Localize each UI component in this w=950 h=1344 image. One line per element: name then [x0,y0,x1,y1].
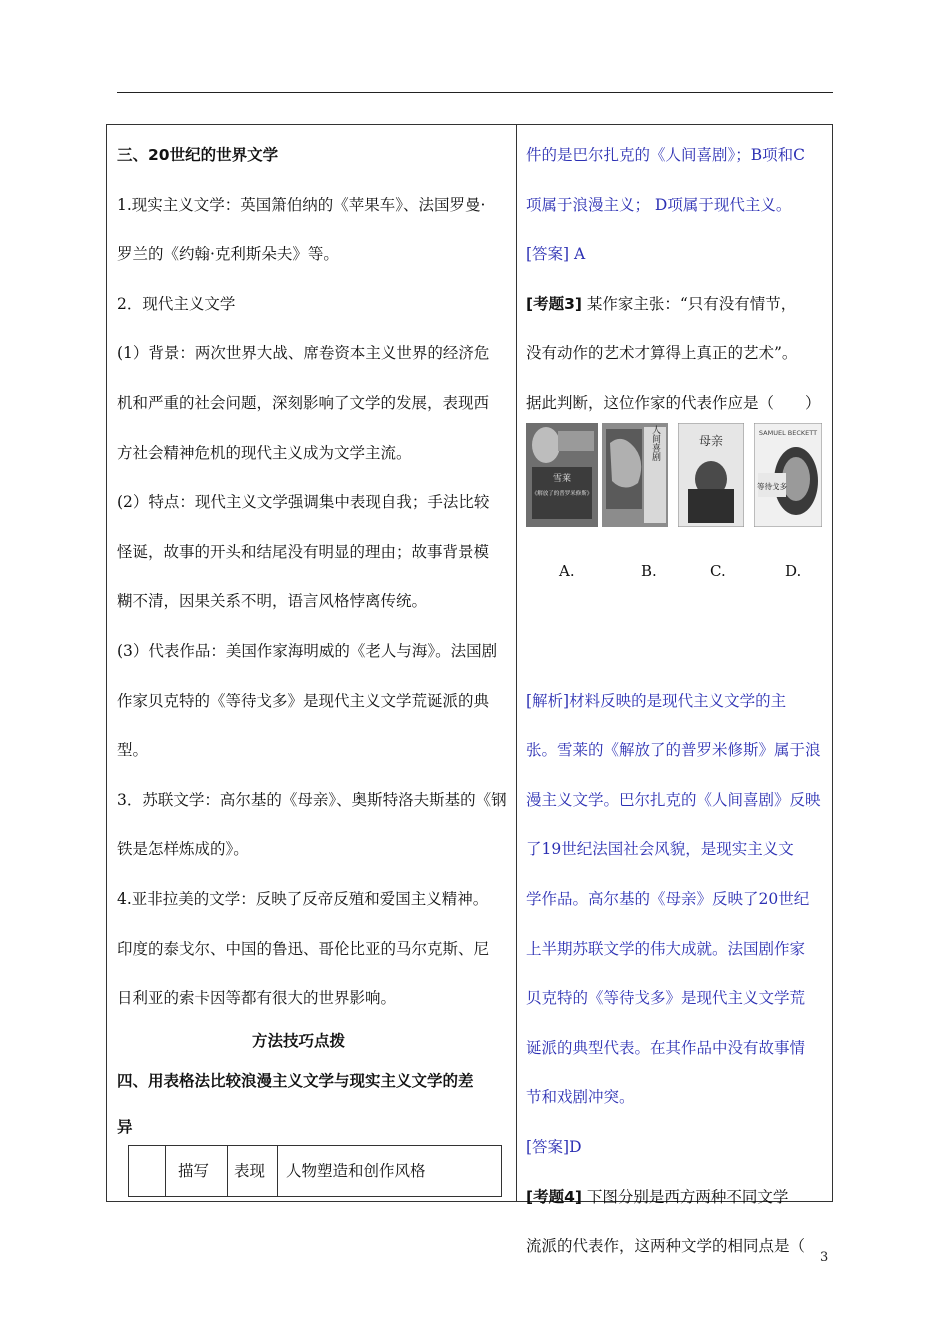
analysis-line: 张。雪莱的《解放了的普罗米修斯》属于浪 [526,741,821,760]
table-header-cell [129,1146,165,1196]
cover-a-image [526,423,598,527]
analysis-line: [解析]材料反映的是现代主义文学的主 [526,691,787,710]
text-line: 没有动作的艺术才算得上真正的艺术”。 [526,344,798,363]
option-label: B. [641,562,657,580]
option-label: D. [785,562,802,580]
text-line: 作家贝克特的《等待戈多》是现代主义文学荒诞派的典 [117,691,490,710]
text-line: 据此判断，这位作家的代表作应是（ ） [526,393,821,412]
option-label: A. [559,562,575,580]
text-line: 流派的代表作，这两种文学的相同点是（ [526,1237,806,1256]
text-line: 铁是怎样炼成的》。 [117,840,249,859]
cover-c-title: 母亲 [698,434,724,448]
section-heading: 三、20世纪的世界文学 [117,146,279,164]
section-heading-4-cont: 异 [117,1117,133,1136]
text-line: (2）特点：现代主义文学强调集中表现自我；手法比较 [117,493,490,512]
analysis-line: 诞派的典型代表。在其作品中没有故事情 [526,1038,806,1057]
question-3-line: [考题3] 某作家主张：“只有没有情节， [526,294,797,313]
text-line: 方社会精神危机的现代主义成为文学主流。 [117,443,412,462]
page-number: 3 [820,1250,829,1265]
text-line: 糊不清，因果关系不明，语言风格悖离传统。 [117,592,428,611]
header-rule [117,92,833,93]
analysis-line: 节和戏剧冲突。 [526,1088,635,1107]
text-line: (1）背景：两次世界大战、席卷资本主义世界的经济危 [117,344,490,363]
text-line: 日利亚的索卡因等都有很大的世界影响。 [117,989,397,1008]
text-line: (3）代表作品：美国作家海明威的《老人与海》。法国剧 [117,641,498,660]
option-label: C. [710,562,726,580]
right-column [526,131,829,1272]
text-line: 印度的泰戈尔、中国的鲁迅、哥伦比亚的马尔克斯、尼 [117,939,490,958]
cover-d-image [754,423,822,527]
text-line: 机和严重的社会问题，深刻影响了文学的发展，表现西 [117,393,490,412]
method-title: 方法技巧点拨 [251,1031,345,1050]
text-line: 罗兰的《约翰·克利斯朵夫》等。 [117,245,339,264]
table-header-cell: 人物塑造和创作风格 [277,1146,496,1196]
text-line: 3．苏联文学：高尔基的《母亲》、奥斯特洛夫斯基的《钢 [117,790,507,809]
cover-a-title: 雪莱 [552,474,572,484]
analysis-line: 上半期苏联文学的伟大成就。法国剧作家 [526,939,806,958]
analysis-line: 漫主义文学。巴尔扎克的《人间喜剧》反映 [526,790,821,809]
cover-b-image [602,423,668,527]
question-4-line: [考题4] 下图分别是西方两种不同文学 [526,1187,789,1206]
question-tag: [考题3] [526,294,582,313]
cover-d-author: SAMUEL BECKETT [758,429,818,437]
answer-line: [答案] A [526,245,586,264]
analysis-line: 了19世纪法国社会风貌，是现实主义文 [526,840,794,859]
table-header-cell: 表现 [227,1146,284,1196]
column-divider [516,124,517,1202]
answer-line: [答案]D [526,1137,582,1156]
table-header-cell: 描写 [165,1146,228,1196]
cover-c-image [678,423,744,527]
text-line: 4.亚非拉美的文学：反映了反帝反殖和爱国主义精神。 [117,889,489,908]
analysis-line: 学作品。高尔基的《母亲》反映了20世纪 [526,889,810,908]
left-column [117,131,510,1150]
text-line: 项属于浪漫主义； D项属于现代主义。 [526,195,792,214]
cover-b-title: 人间喜剧 [650,425,660,461]
question-tag: [考题4] [526,1187,582,1206]
book-covers [526,423,822,527]
text-line: 型。 [117,741,149,760]
cover-d-title: 等待戈多 [757,482,787,491]
answer-options [526,562,826,592]
text-line: 怪诞，故事的开头和结尾没有明显的理由；故事背景模 [117,542,490,561]
text-line: 2．现代主义文学 [117,294,236,313]
analysis-line: 贝克特的《等待戈多》是现代主义文学荒 [526,989,806,1008]
text-line: 1.现实主义文学：英国箫伯纳的《苹果车》、法国罗曼· [117,195,486,214]
comparison-table [128,1145,502,1197]
cover-a-subtitle: 《解放了的普罗米修斯》 [531,491,593,497]
section-heading-4: 四、用表格法比较浪漫主义文学与现实主义文学的差 [117,1071,474,1090]
text-line: 件的是巴尔扎克的《人间喜剧》；B项和C [526,146,806,164]
